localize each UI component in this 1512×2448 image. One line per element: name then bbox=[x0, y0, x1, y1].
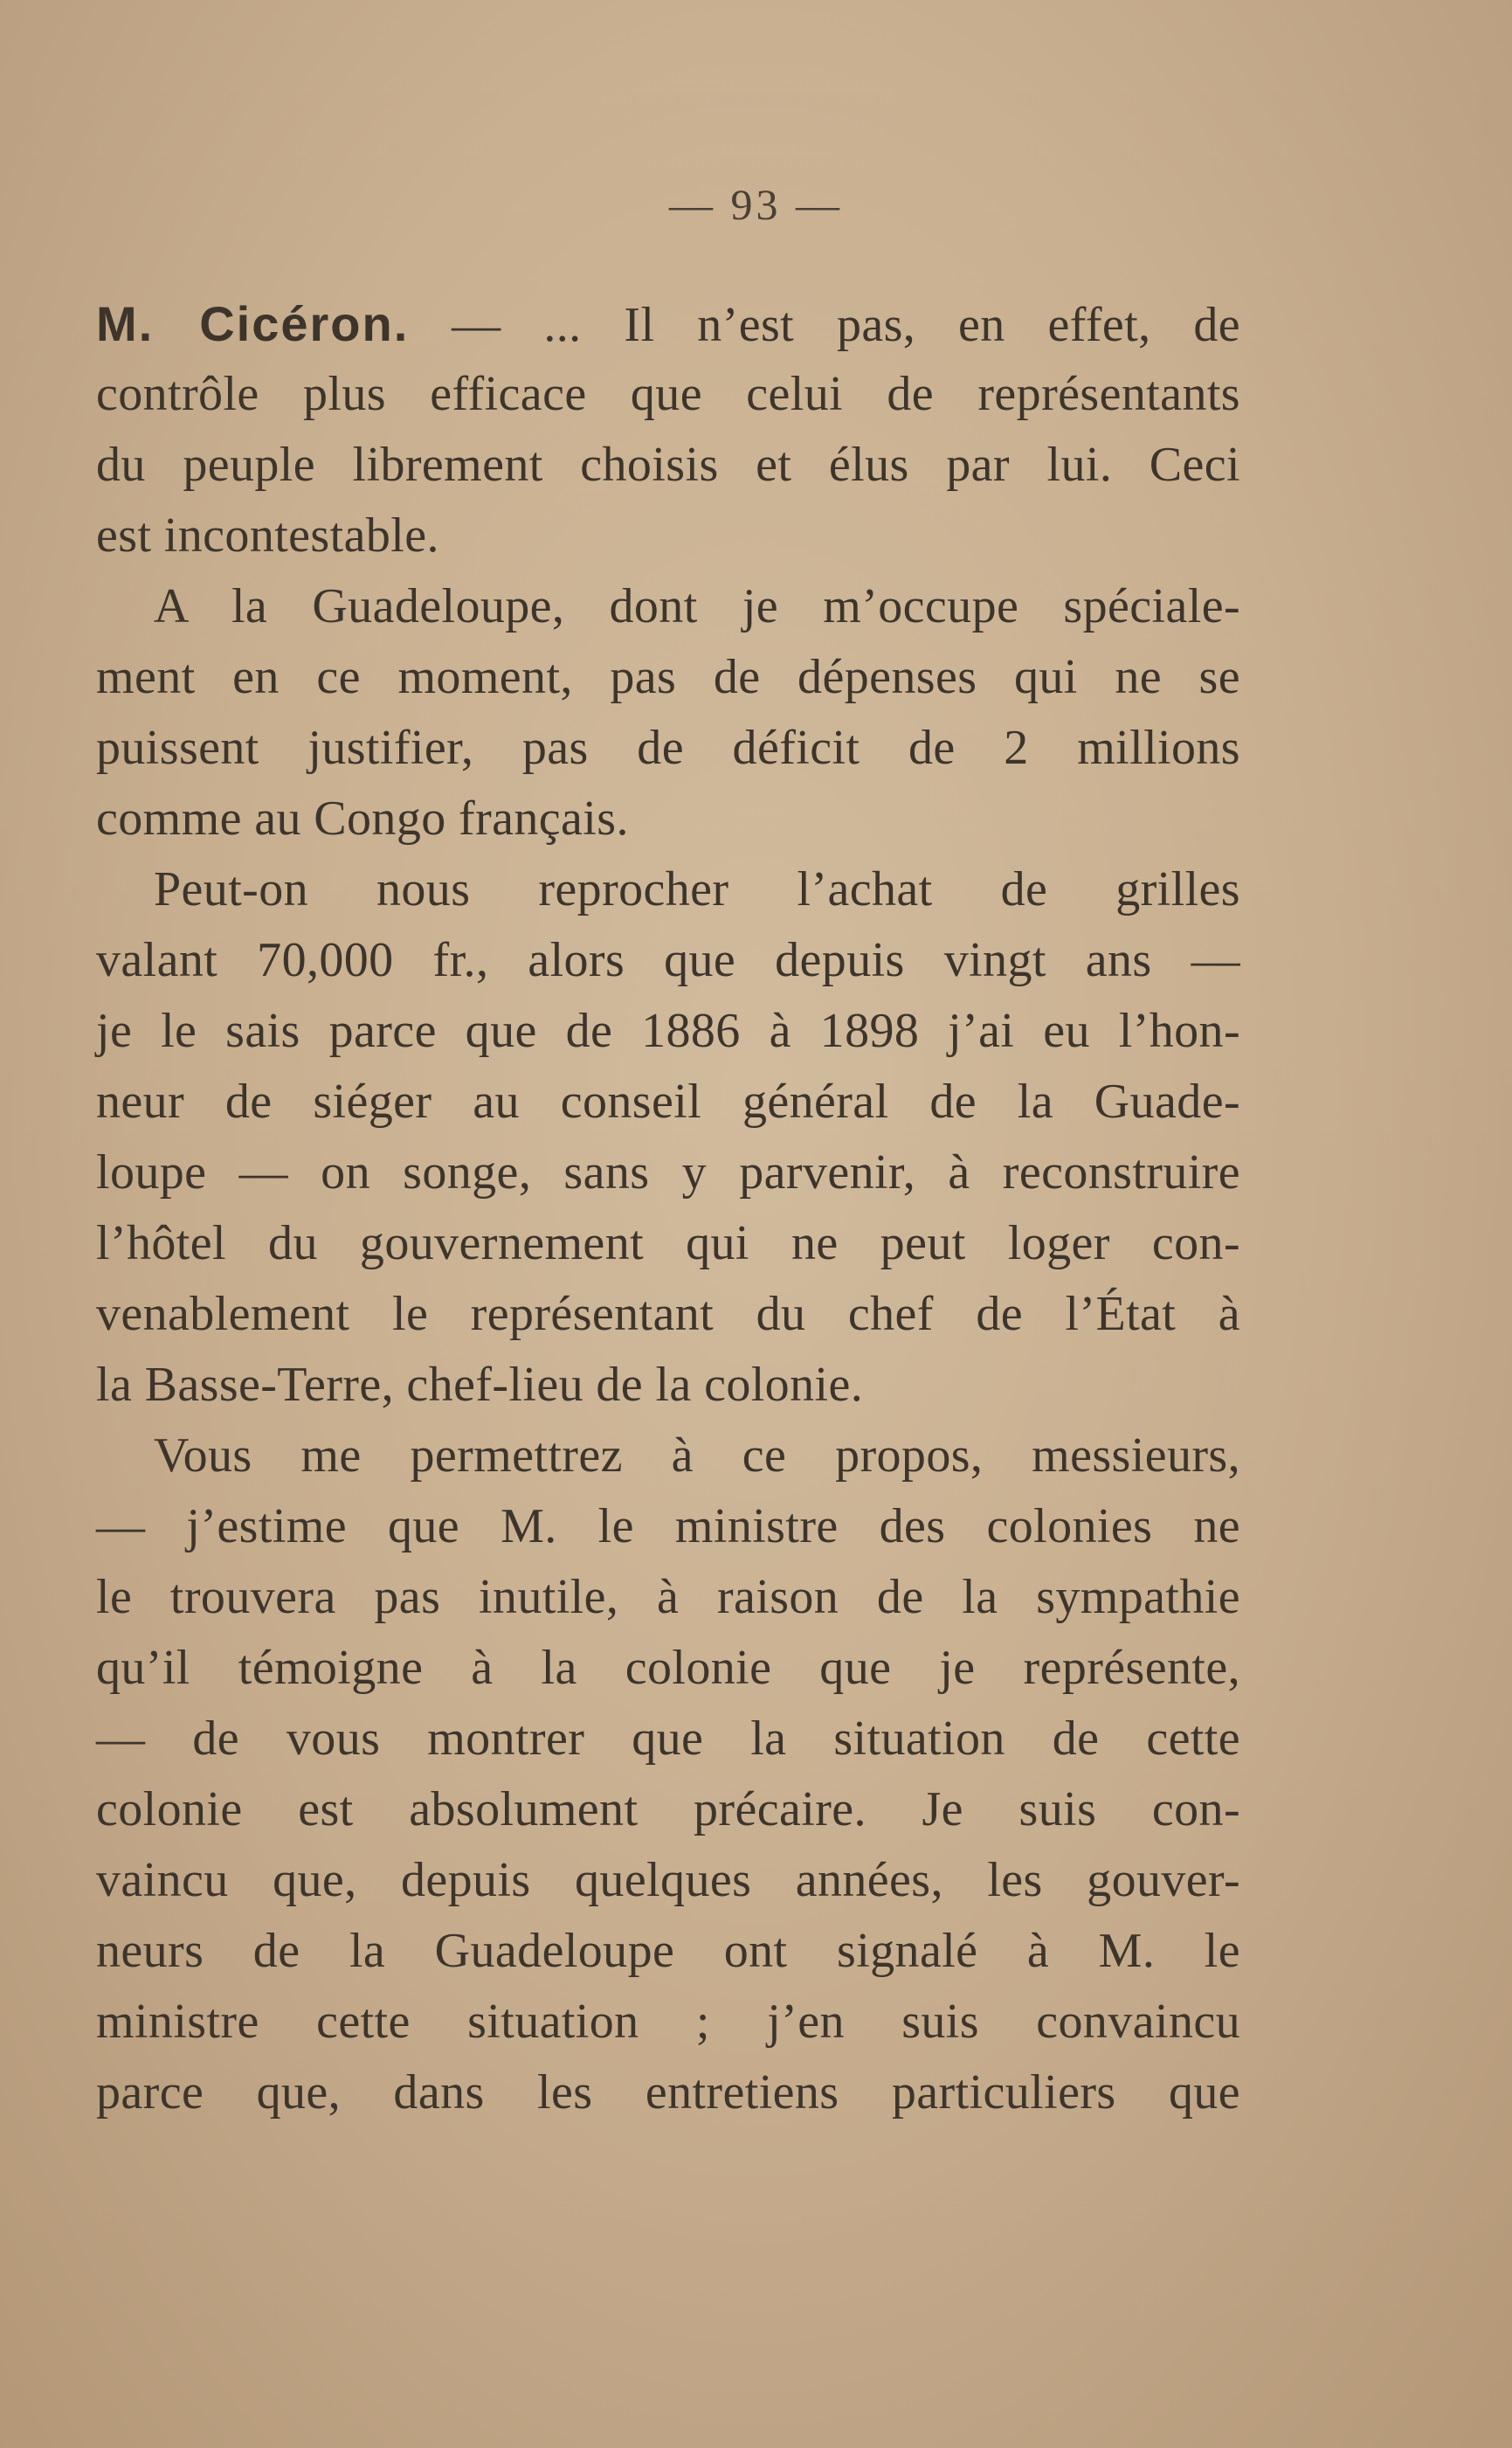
text-line: qu’il témoigne à la colonie que je représente, bbox=[96, 1641, 1240, 1695]
text-line: vaincu que, depuis quelques années, les gouver- bbox=[96, 1853, 1240, 1907]
text-line bbox=[96, 288, 1240, 359]
text-line: ment en ce moment, pas de dépenses qui ne se bbox=[96, 650, 1240, 704]
text-line: du peuple librement choisis et élus par lui. Ceci bbox=[96, 438, 1240, 492]
text-line: neurs de la Guadeloupe ont signalé à M. le bbox=[96, 1924, 1240, 1978]
text-line: contrôle plus efficace que celui de représentants bbox=[96, 367, 1240, 421]
text-line: valant 70,000 fr., alors que depuis vingt ans — bbox=[96, 933, 1240, 987]
line-text: — ... Il n’est pas, en effet, de bbox=[409, 298, 1240, 352]
text-line: est incontestable. bbox=[96, 508, 439, 563]
speaker-name: M. Cicéron. bbox=[96, 296, 410, 351]
text-line: neur de siéger au conseil général de la Guade- bbox=[96, 1075, 1240, 1129]
text-line: colonie est absolument précaire. Je suis con- bbox=[96, 1782, 1240, 1836]
text-line: l’hôtel du gouvernement qui ne peut loger con- bbox=[96, 1216, 1240, 1270]
text-line: venablement le représentant du chef de l’État à bbox=[96, 1287, 1240, 1341]
body-text bbox=[96, 288, 1240, 2128]
text-line: le trouvera pas inutile, à raison de la sympathie bbox=[96, 1570, 1240, 1624]
text-line: Vous me permettrez à ce propos, messieurs, bbox=[154, 1428, 1240, 1483]
text-line: A la Guadeloupe, dont je m’occupe spéciale- bbox=[154, 579, 1240, 633]
text-line: comme au Congo français. bbox=[96, 792, 629, 846]
text-line: — j’estime que M. le ministre des colonies ne bbox=[96, 1499, 1240, 1553]
text-line: la Basse-Terre, chef-lieu de la colonie. bbox=[96, 1358, 864, 1412]
text-line: parce que, dans les entretiens particuliers que bbox=[96, 2065, 1240, 2120]
text-line: ministre cette situation ; j’en suis convaincu bbox=[96, 1995, 1240, 2049]
text-line: loupe — on songe, sans y parvenir, à reconstruire bbox=[96, 1145, 1240, 1200]
text-line: puissent justifier, pas de déficit de 2 millions bbox=[96, 721, 1240, 775]
text-line: — de vous montrer que la situation de cette bbox=[96, 1712, 1240, 1766]
text-line: je le sais parce que de 1886 à 1898 j’ai eu l’hon- bbox=[96, 1004, 1240, 1058]
page-number: — 93 — bbox=[669, 180, 843, 229]
text-line: Peut-on nous reprocher l’achat de grilles bbox=[154, 862, 1240, 916]
